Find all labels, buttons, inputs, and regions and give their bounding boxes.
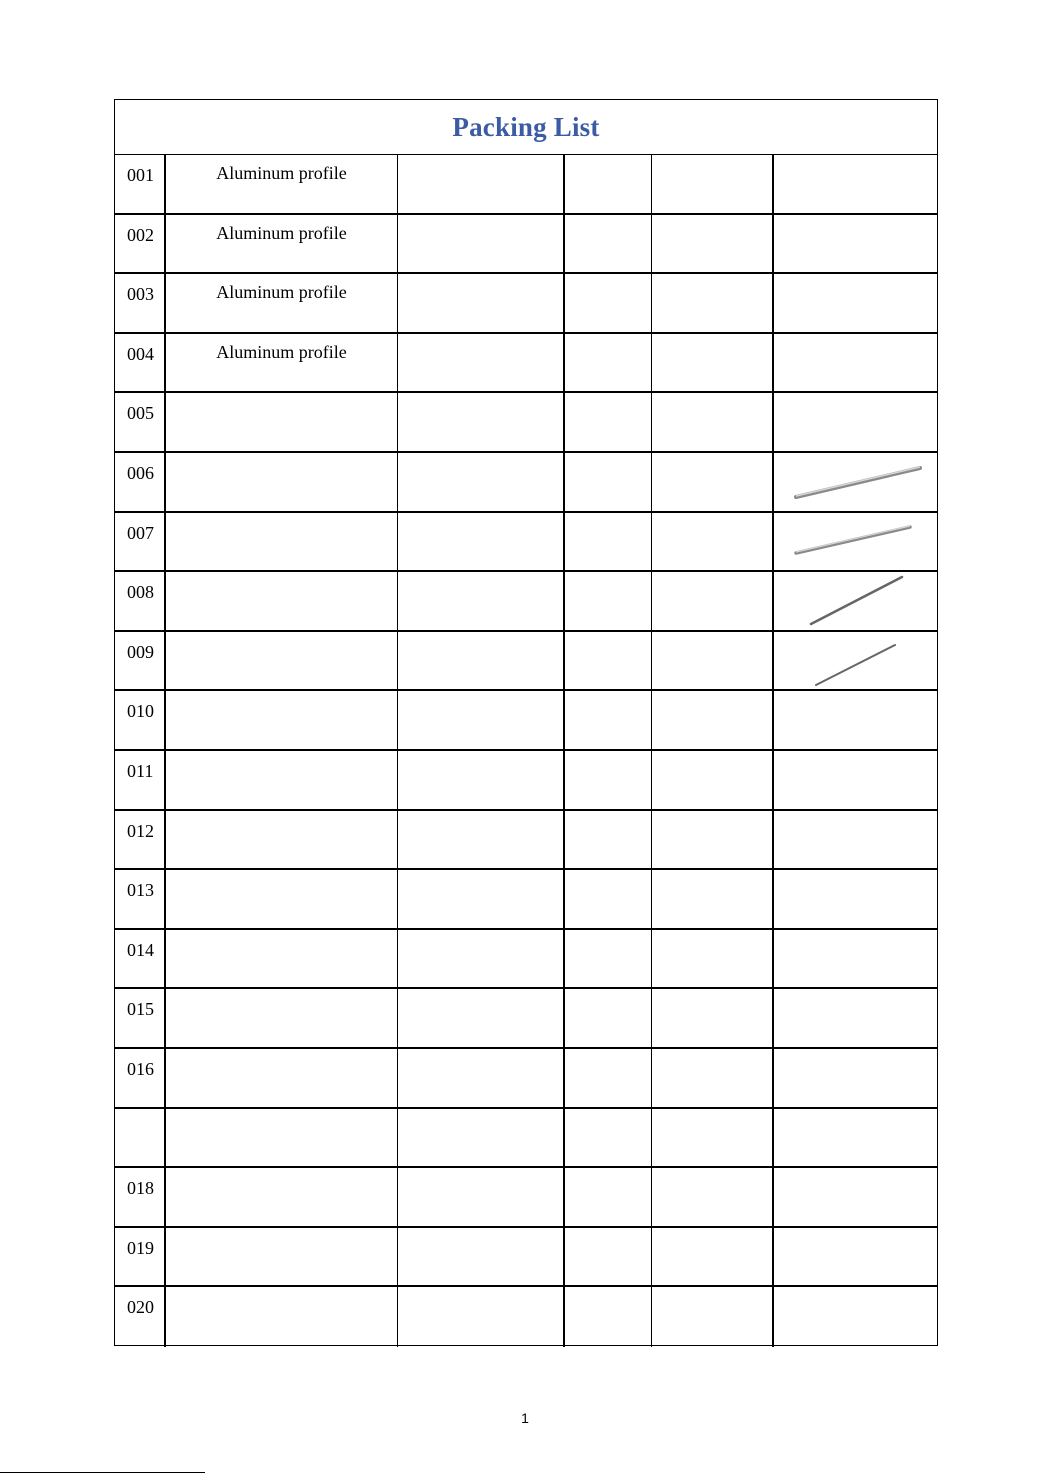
- table-row: [115, 1168, 937, 1228]
- description-cell: [166, 1287, 398, 1347]
- unit-cell: [652, 513, 774, 571]
- spec-cell: [398, 393, 565, 451]
- item-number-cell: [115, 572, 166, 630]
- item-number-cell: [115, 632, 166, 690]
- qty-cell: [565, 870, 652, 928]
- picture-cell: [774, 393, 937, 451]
- qty-cell: [565, 751, 652, 809]
- unit-cell: [652, 811, 774, 869]
- description-cell: [166, 1049, 398, 1107]
- picture-cell: [774, 1228, 937, 1286]
- unit-cell: [652, 1287, 774, 1347]
- table-row: [115, 1287, 937, 1347]
- description-cell: [166, 513, 398, 571]
- picture-cell: [774, 334, 937, 392]
- description-cell: [166, 989, 398, 1047]
- item-number: 010: [127, 701, 154, 722]
- item-number: 014: [127, 939, 154, 960]
- unit-cell: [652, 691, 774, 749]
- picture-cell: [774, 989, 937, 1047]
- spec-cell: [398, 1109, 565, 1167]
- spec-cell: [398, 930, 565, 988]
- item-description: Aluminum profile: [216, 282, 347, 303]
- qty-cell: [565, 155, 652, 213]
- qty-cell: [565, 989, 652, 1047]
- item-number: 015: [127, 999, 154, 1020]
- item-number-cell: [115, 1109, 166, 1167]
- qty-cell: [565, 334, 652, 392]
- rod-picture-icon: [774, 572, 937, 635]
- item-number-cell: [115, 155, 166, 213]
- picture-cell: [774, 691, 937, 749]
- unit-cell: [652, 334, 774, 392]
- table-row: [115, 274, 937, 334]
- item-number: 011: [127, 761, 154, 781]
- qty-cell: [565, 274, 652, 332]
- item-number-cell: [115, 1049, 166, 1107]
- description-cell: [166, 870, 398, 928]
- description-cell: [166, 930, 398, 988]
- item-number: 003: [127, 284, 154, 305]
- qty-cell: [565, 691, 652, 749]
- description-cell: [166, 572, 398, 630]
- qty-cell: [565, 1049, 652, 1107]
- item-number: 009: [127, 641, 154, 662]
- spec-cell: [398, 691, 565, 749]
- picture-cell: [774, 632, 937, 690]
- item-number: 012: [127, 820, 154, 841]
- picture-cell: [774, 453, 937, 511]
- picture-cell: [774, 751, 937, 809]
- spec-cell: [398, 215, 565, 273]
- item-number: 020: [127, 1297, 154, 1318]
- item-number-cell: [115, 215, 166, 273]
- description-cell: [166, 632, 398, 690]
- spec-cell: [398, 632, 565, 690]
- unit-cell: [652, 1168, 774, 1226]
- table-row: [115, 691, 937, 751]
- unit-cell: [652, 155, 774, 213]
- qty-cell: [565, 1109, 652, 1167]
- item-number: 005: [127, 403, 154, 424]
- unit-cell: [652, 751, 774, 809]
- page-number: 1: [521, 1410, 529, 1426]
- description-cell: [166, 334, 398, 392]
- description-cell: [166, 811, 398, 869]
- unit-cell: [652, 870, 774, 928]
- description-cell: [166, 1168, 398, 1226]
- picture-cell: [774, 1168, 937, 1226]
- description-cell: [166, 215, 398, 273]
- item-number-cell: [115, 691, 166, 749]
- qty-cell: [565, 1228, 652, 1286]
- table-row: [115, 572, 937, 632]
- item-number-cell: [115, 393, 166, 451]
- rod-picture-icon: [774, 632, 937, 695]
- footer-rule: [0, 1472, 205, 1473]
- picture-cell: [774, 215, 937, 273]
- qty-cell: [565, 513, 652, 571]
- spec-cell: [398, 274, 565, 332]
- table-row: [115, 1228, 937, 1288]
- qty-cell: [565, 632, 652, 690]
- item-number: 006: [127, 463, 154, 483]
- title-row: [115, 100, 937, 155]
- packing-list-table: [114, 99, 938, 1346]
- picture-cell: [774, 870, 937, 928]
- description-cell: [166, 1228, 398, 1286]
- unit-cell: [652, 930, 774, 988]
- description-cell: [166, 751, 398, 809]
- qty-cell: [565, 453, 652, 511]
- item-description: Aluminum profile: [216, 341, 347, 362]
- item-number-cell: [115, 1287, 166, 1347]
- unit-cell: [652, 989, 774, 1047]
- table-row: [115, 1109, 937, 1169]
- item-number-cell: [115, 513, 166, 571]
- item-number-cell: [115, 1168, 166, 1226]
- item-number-cell: [115, 751, 166, 809]
- item-number: 002: [127, 224, 154, 245]
- description-cell: [166, 691, 398, 749]
- picture-cell: [774, 1287, 937, 1347]
- unit-cell: [652, 572, 774, 630]
- spec-cell: [398, 572, 565, 630]
- spec-cell: [398, 155, 565, 213]
- unit-cell: [652, 1109, 774, 1167]
- spec-cell: [398, 334, 565, 392]
- item-number: 013: [127, 880, 154, 901]
- item-description: Aluminum profile: [216, 163, 347, 183]
- item-number-cell: [115, 1228, 166, 1286]
- qty-cell: [565, 1168, 652, 1226]
- spec-cell: [398, 1049, 565, 1107]
- unit-cell: [652, 1228, 774, 1286]
- item-number-cell: [115, 870, 166, 928]
- picture-cell: [774, 1109, 937, 1167]
- picture-cell: [774, 1049, 937, 1107]
- spec-cell: [398, 1168, 565, 1226]
- table-row: [115, 870, 937, 930]
- description-cell: [166, 393, 398, 451]
- unit-cell: [652, 393, 774, 451]
- spec-cell: [398, 1228, 565, 1286]
- item-number: 008: [127, 582, 154, 603]
- item-number-cell: [115, 453, 166, 511]
- item-description: Aluminum profile: [216, 222, 347, 243]
- table-row: [115, 155, 937, 215]
- spec-cell: [398, 453, 565, 511]
- table-row: [115, 215, 937, 275]
- description-cell: [166, 274, 398, 332]
- unit-cell: [652, 453, 774, 511]
- item-number-cell: [115, 989, 166, 1047]
- qty-cell: [565, 1287, 652, 1347]
- picture-cell: [774, 572, 937, 630]
- qty-cell: [565, 930, 652, 988]
- description-cell: [166, 155, 398, 213]
- item-number-cell: [115, 274, 166, 332]
- picture-cell: [774, 811, 937, 869]
- picture-cell: [774, 274, 937, 332]
- qty-cell: [565, 811, 652, 869]
- qty-cell: [565, 572, 652, 630]
- spec-cell: [398, 751, 565, 809]
- rod-picture-icon: [774, 513, 937, 576]
- item-number: 018: [127, 1178, 154, 1199]
- item-number: 016: [127, 1059, 154, 1079]
- spec-cell: [398, 513, 565, 571]
- item-number: 004: [127, 343, 154, 364]
- item-number-cell: [115, 930, 166, 988]
- table-row: [115, 334, 937, 394]
- item-number: 019: [127, 1237, 154, 1258]
- item-number: 001: [127, 165, 154, 185]
- document-title: Packing List: [452, 111, 600, 142]
- spec-cell: [398, 989, 565, 1047]
- table-row: [115, 453, 937, 513]
- unit-cell: [652, 274, 774, 332]
- rod-picture-icon: [774, 453, 937, 516]
- item-number-cell: [115, 811, 166, 869]
- item-number-cell: [115, 334, 166, 392]
- table-row: [115, 930, 937, 990]
- unit-cell: [652, 632, 774, 690]
- spec-cell: [398, 870, 565, 928]
- table-row: [115, 632, 937, 692]
- spec-cell: [398, 1287, 565, 1347]
- table-row: [115, 989, 937, 1049]
- picture-cell: [774, 513, 937, 571]
- qty-cell: [565, 215, 652, 273]
- unit-cell: [652, 215, 774, 273]
- table-row: [115, 393, 937, 453]
- description-cell: [166, 453, 398, 511]
- table-row: [115, 513, 937, 573]
- spec-cell: [398, 811, 565, 869]
- qty-cell: [565, 393, 652, 451]
- table-row: [115, 751, 937, 811]
- picture-cell: [774, 930, 937, 988]
- table-row: [115, 811, 937, 871]
- table-row: [115, 1049, 937, 1109]
- description-cell: [166, 1109, 398, 1167]
- item-number: 007: [127, 522, 154, 543]
- unit-cell: [652, 1049, 774, 1107]
- picture-cell: [774, 155, 937, 213]
